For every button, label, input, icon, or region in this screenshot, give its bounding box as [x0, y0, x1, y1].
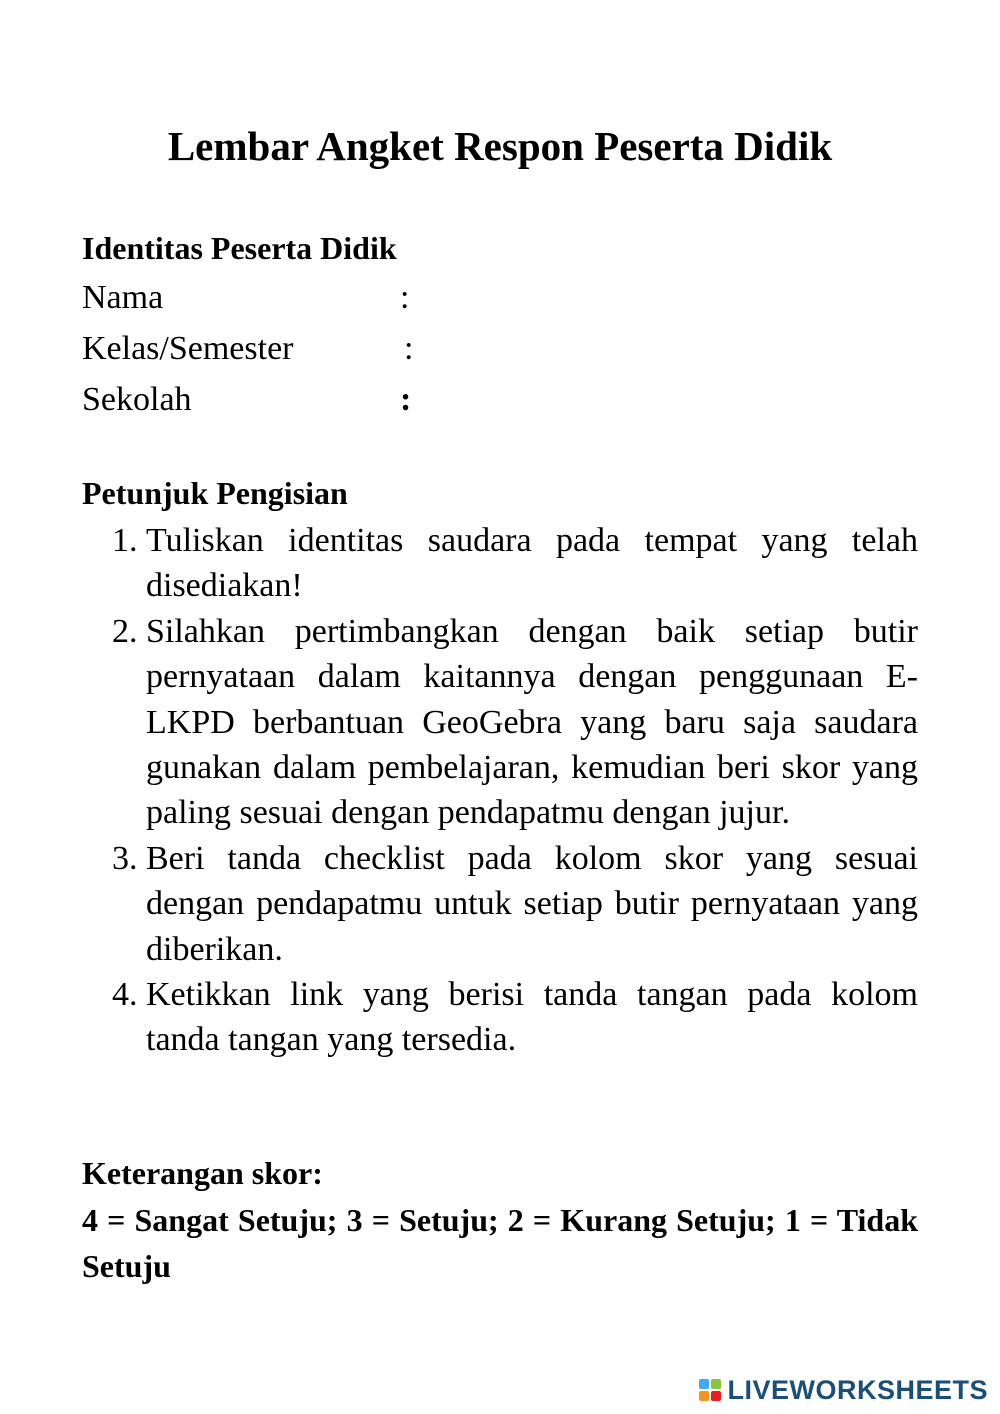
list-item-number: 4. — [112, 976, 138, 1014]
page-title: Lembar Angket Respon Peserta Didik — [167, 123, 833, 169]
logo-tile — [711, 1391, 721, 1401]
score-legend: 4 = Sangat Setuju; 3 = Setuju; 2 = Kurang Setuju; 1 = Tidak Setuju — [82, 1202, 918, 1284]
score-heading: Keterangan skor: — [82, 1155, 323, 1191]
logo-tile — [699, 1379, 709, 1389]
list-item — [82, 518, 918, 609]
list-item-text: Beri tanda checklist pada kolom skor yang sesuai dengan pendapatmu untuk setiap butir pernyataan yang diberikan. — [146, 839, 918, 968]
identity-colon: : — [404, 330, 414, 367]
identity-row-nama — [82, 276, 502, 320]
identity-label: Sekolah — [82, 381, 192, 418]
instructions-heading: Petunjuk Pengisian — [82, 475, 348, 511]
liveworksheets-brand — [699, 1373, 988, 1407]
list-item-text: Silahkan pertimbangkan dengan baik setiap butir pernyataan dalam kaitannya dengan penggunaan E-LKPD berbantuan GeoGebra yang baru saja saudara gunakan dalam pembelajaran, kemudian beri skor yang paling sesuai dengan pendapatmu dengan jujur. — [146, 612, 918, 832]
brand-name: LIVEWORKSHEETS — [727, 1374, 988, 1405]
list-item — [82, 836, 918, 972]
logo-tile — [699, 1391, 709, 1401]
list-item-text: Ketikkan link yang berisi tanda tangan pada kolom tanda tangan yang tersedia. — [146, 976, 918, 1059]
list-item-number: 2. — [112, 612, 138, 650]
list-item — [82, 972, 918, 1063]
identity-colon: : — [400, 381, 412, 418]
list-item — [82, 609, 918, 836]
identity-label: Kelas/Semester — [82, 330, 294, 367]
identity-row-sekolah — [82, 378, 502, 422]
liveworksheets-logo-icon — [699, 1379, 721, 1401]
identity-colon: : — [400, 279, 410, 316]
instructions-list — [82, 518, 918, 1063]
list-item-text: Tuliskan identitas saudara pada tempat yang telah disediakan! — [146, 522, 918, 605]
identity-heading: Identitas Peserta Didik — [82, 230, 397, 266]
logo-tile — [711, 1379, 721, 1389]
identity-label: Nama — [82, 279, 164, 316]
identity-row-kelas-semester — [82, 327, 502, 371]
list-item-number: 3. — [112, 839, 138, 877]
list-item-number: 1. — [112, 522, 138, 559]
